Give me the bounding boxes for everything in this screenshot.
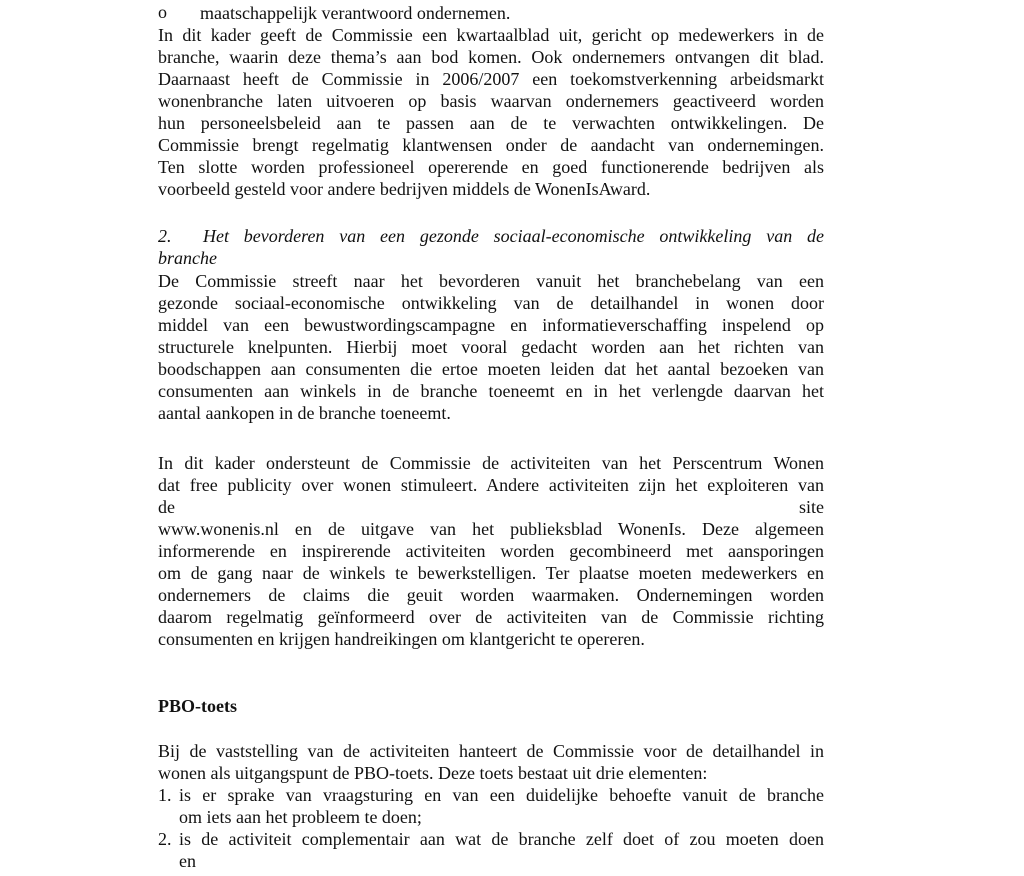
- paragraph-line: structurele knelpunten. Hierbij moet vooral gedacht worden aan het richten van: [158, 337, 824, 357]
- paragraph-line: om de gang naar de winkels te bewerkstelligen. Ter plaatse moeten medewerkers en: [158, 563, 824, 583]
- paragraph-line: In dit kader geeft de Commissie een kwartaalblad uit, gericht op medewerkers in de: [158, 25, 824, 45]
- section-2-heading: [158, 225, 824, 269]
- paragraph-line: Bij de vaststelling van de activiteiten hanteert de Commissie voor de detailhandel in: [158, 741, 824, 761]
- bullet-text: maatschappelijk verantwoord ondernemen.: [200, 3, 511, 23]
- list-item-line: is er sprake van vraagsturing en van een duidelijke behoefte vanuit de branche: [179, 785, 824, 805]
- paragraph-line: middel van een bewustwordingscampagne en informatieverschaffing inspelend op: [158, 315, 824, 335]
- paragraph-line: branche, waarin deze thema’s aan bod komen. Ook ondernemers ontvangen dit blad.: [158, 47, 824, 67]
- paragraph-line: Commissie brengt regelmatig klantwensen onder de aandacht van ondernemingen.: [158, 135, 824, 155]
- paragraph-line: consumenten aan winkels in de branche toeneemt en in het verlengde daarvan het: [158, 381, 824, 401]
- paragraph-line: Daarnaast heeft de Commissie in 2006/2007 een toekomstverkenning arbeidsmarkt: [158, 69, 824, 89]
- paragraph-word: de: [158, 497, 175, 517]
- section-title-line: Het bevorderen van een gezonde sociaal-economische ontwikkeling van de: [203, 226, 824, 246]
- list-item-line: en: [179, 851, 196, 871]
- pbo-heading: [158, 695, 824, 717]
- paragraph-1: [158, 24, 824, 204]
- pbo-heading-text: PBO-toets: [158, 696, 237, 716]
- paragraph-line: hun personeelsbeleid aan te passen aan de te verwachten ontwikkelingen. De: [158, 113, 824, 133]
- paragraph-line: dat free publicity over wonen stimuleert. Andere activiteiten zijn het exploiteren van: [158, 475, 824, 495]
- paragraph-word: site: [799, 497, 824, 517]
- pbo-intro: [158, 740, 824, 784]
- paragraph-line: In dit kader ondersteunt de Commissie de activiteiten van het Perscentrum Wonen: [158, 453, 824, 473]
- list-item-line: om iets aan het probleem te doen;: [179, 807, 422, 827]
- bullet-marker: o: [158, 2, 167, 22]
- paragraph-line: ondernemers de claims die geuit worden waarmaken. Ondernemingen worden: [158, 585, 824, 605]
- paragraph-line: boodschappen aan consumenten die ertoe moeten leiden dat het aantal bezoeken van: [158, 359, 824, 379]
- paragraph-line: aantal aankopen in de branche toeneemt.: [158, 403, 451, 423]
- paragraph-line: daarom regelmatig geïnformeerd over de activiteiten van de Commissie richting: [158, 607, 824, 627]
- paragraph-line: De Commissie streeft naar het bevorderen vanuit het branchebelang van een: [158, 271, 824, 291]
- paragraph-line: wonen als uitgangspunt de PBO-toets. Deze toets bestaat uit drie elementen:: [158, 763, 708, 783]
- paragraph-line: Ten slotte worden professioneel opererende en goed functionerende bedrijven als: [158, 157, 824, 177]
- pbo-list: [158, 784, 824, 876]
- list-number: 1.: [158, 785, 172, 805]
- paragraph-line: voorbeeld gesteld voor andere bedrijven middels de WonenIsAward.: [158, 179, 651, 199]
- section-2-body: [158, 270, 824, 426]
- paragraph-line: www.wonenis.nl en de uitgave van het publieksblad WonenIs. Deze algemeen: [158, 519, 824, 539]
- list-number: 2.: [158, 829, 172, 849]
- paragraph-line: informerende en inspirerende activiteiten worden gecombineerd met aansporingen: [158, 541, 824, 561]
- section-title-line: branche: [158, 248, 217, 268]
- paragraph-line: wonenbranche laten uitvoeren op basis waarvan ondernemers geactiveerd worden: [158, 91, 824, 111]
- paragraph-line: consumenten en krijgen handreikingen om klantgericht te opereren.: [158, 629, 645, 649]
- paragraph-3: [158, 452, 824, 652]
- bullet-item: [158, 2, 824, 24]
- section-number: 2.: [158, 226, 172, 246]
- list-item-line: is de activiteit complementair aan wat de branche zelf doet of zou moeten doen: [179, 829, 824, 849]
- paragraph-line: gezonde sociaal-economische ontwikkeling van de detailhandel in wonen door: [158, 293, 824, 313]
